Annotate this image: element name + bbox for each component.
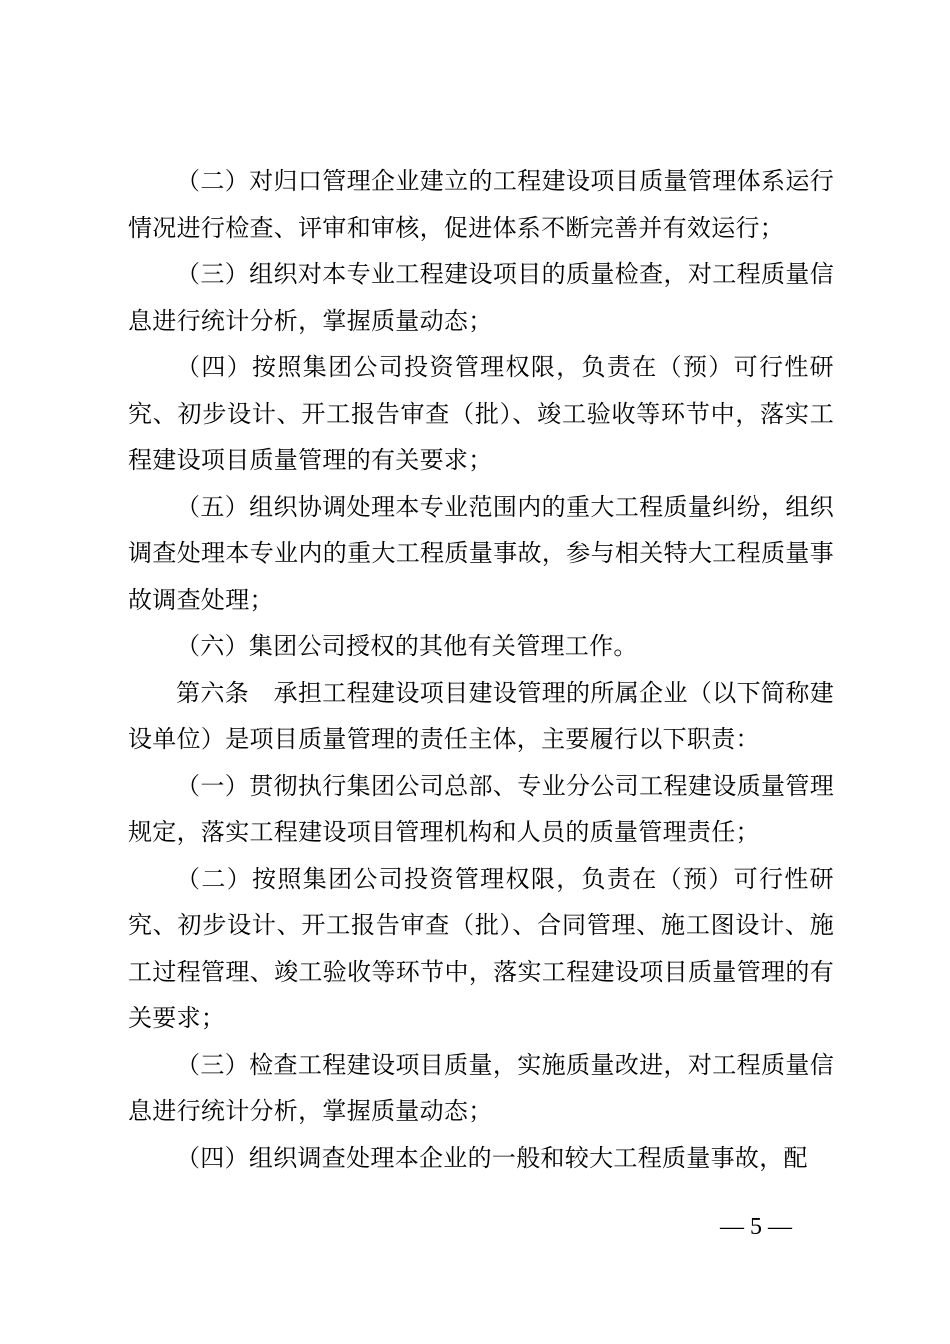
- paragraph-4: （五）组织协调处理本专业范围内的重大工程质量纠纷，组织调查处理本专业内的重大工程质量事故，参与相关特大工程质量事故调查处理；: [128, 492, 834, 614]
- paragraph-2: （三）组织对本专业工程建设项目的质量检查，对工程质量信息进行统计分析，掌握质量动态；: [128, 260, 834, 335]
- paragraph-3: （四）按照集团公司投资管理权限，负责在（预）可行性研究、初步设计、开工报告审查（批）、竣工验收等环节中，落实工程建设项目质量管理的有关要求；: [128, 353, 834, 474]
- paragraph-10: （四）组织调查处理本企业的一般和较大工程质量事故，配: [176, 1143, 808, 1172]
- paragraph-5: （六）集团公司授权的其他有关管理工作。: [176, 632, 638, 660]
- document-body: [128, 158, 834, 1181]
- paragraph-9: （三）检查工程建设项目质量，实施质量改进，对工程质量信息进行统计分析，掌握质量动态；: [128, 1050, 834, 1125]
- page-number: — 5 —: [720, 1214, 792, 1240]
- article-6-paragraph: 第六条 承担工程建设项目建设管理的所属企业（以下简称建设单位）是项目质量管理的责任主体，主要履行以下职责：: [128, 678, 834, 753]
- paragraph-8: （二）按照集团公司投资管理权限，负责在（预）可行性研究、初步设计、开工报告审查（批）、合同管理、施工图设计、施工过程管理、竣工验收等环节中，落实工程建设项目质量管理的有关要求；: [128, 864, 834, 1032]
- paragraph-1: （二）对归口管理企业建立的工程建设项目质量管理体系运行情况进行检查、评审和审核，促进体系不断完善并有效运行；: [128, 167, 834, 242]
- paragraph-7: （一）贯彻执行集团公司总部、专业分公司工程建设质量管理规定，落实工程建设项目管理机构和人员的质量管理责任；: [128, 771, 834, 846]
